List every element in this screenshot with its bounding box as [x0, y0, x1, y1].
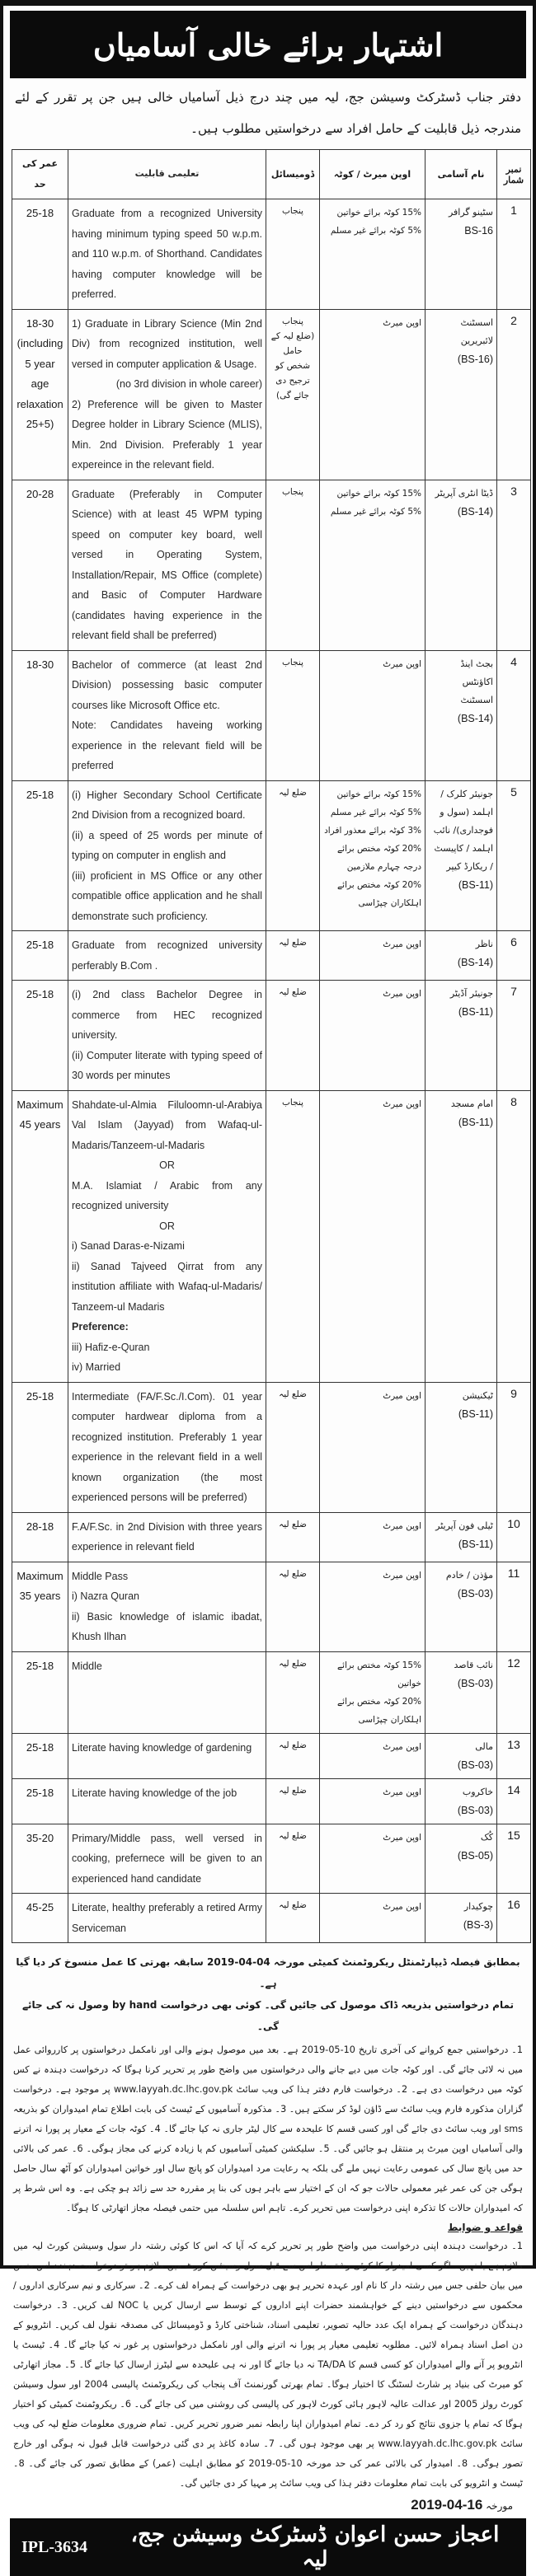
cell-age-limit [12, 650, 68, 780]
header-qualification: تعلیمی قابلیت [68, 150, 266, 199]
qualification-line: M.A. Islamiat / Arabic from any recognized university [72, 1179, 262, 1211]
cell-post [426, 1824, 497, 1894]
domicile-line: شخص کو ترجیح دی [275, 360, 311, 386]
post-name: سٹینو گرافر [448, 207, 493, 218]
age-line: Maximum [16, 1098, 63, 1111]
cell-domicile [266, 1512, 320, 1562]
cell-post [426, 1562, 497, 1651]
cell-qualification [68, 309, 266, 480]
table-row [12, 1651, 531, 1733]
table-row [12, 1382, 531, 1512]
cell-qualification [68, 1382, 266, 1512]
pay-scale: (BS-14) [457, 712, 493, 724]
cell-qualification [68, 480, 266, 650]
pay-scale: (BS-11) [458, 1006, 493, 1018]
post-name: خاکروب [462, 1786, 493, 1797]
top-rule [3, 2, 533, 6]
post-name: ناظر [475, 939, 493, 949]
instructions-paragraph: 1۔ درخواستیں جمع کروانے کی آخری تاریخ 10-05-2019 ہے۔ بعد میں موصول ہونے والی اور نامکمل درخواستوں پر کارروائی عمل میں نہ لائی جائے گی۔ اور کوٹہ جات میں دیے جانے والی درخواستوں میں واضح طور پر تحریر کرنا ہوگا کہ درخواست دہندہ نے کس کوٹہ میں درخواست دی ہے۔ 2۔ درخواست فارم دفتر ہذا کی ویب سائٹ www.layyah.dc.lhc.gov.pk پر موجود ہے۔ درخواست گزاران مذکورہ فارم ویب سائٹ سے ڈاؤن لوڈ کر سکتے ہیں۔ 3۔ مذکورہ آسامیوں کے ٹیسٹ کی بابت اطلاع تمام امیدواران کو بذریعہ sms اور ویب سائٹ دی جائے گی اور کسی قسم کا علیحدہ سے کال لیٹر جاری نہ کیا جائے گا۔ 4۔ کوٹہ جات کے معیار پر پورا نہ اترنے والی آسامیاں اوپن میرٹ پر منتقل ہو جائیں گی۔ 5۔ سلیکشن کمیٹی آسامیوں کم یا زیادہ کرنے کی مجاز ہوگی۔ 6۔ عمر کی بالائی حد میں پانچ سال کی عمومی رعایت نہیں ملے گی بلکہ یہ رعایت مرد امیدواران کو پانچ سال اور خواتین امیدواران کو آٹھ سال حاصل ہوگی جن کی عمر غیر معمولی حالات جو کہ ان کے اختیار سے باہر ہوں کی بنا پر مقررہ حد سے زائد ہو چکی ہے۔ وہ اس شرط پر کہ امیدواران حالات کا تذکرہ اپنی درخواست میں تحریر کرے۔ تاہم اس سلسلہ میں حتمی فیصلہ مجاز اتھارٹی کا ہوگا۔ [13, 2044, 523, 2213]
cell-quota [320, 1733, 426, 1778]
pay-scale: (BS-3) [463, 1919, 493, 1931]
cell-age-limit [12, 1733, 68, 1778]
header-domicile: ڈومیسائل [266, 150, 320, 199]
cell-serial: 12 [497, 1651, 531, 1733]
post-name: ٹیکنیشن [462, 1389, 493, 1401]
age-line: 25-18 [26, 207, 54, 219]
quota-line: 20% کوٹہ مختص برائے اہلکاران چپڑاسی [337, 1696, 421, 1725]
age-line: 25-18 [26, 939, 54, 951]
qualification-line: Graduate from a recognized University having minimum typing speed 50 w.p.m. and 110 w.p.m. of Shorthand. Candidates having computer knowledge will be preferred. [72, 208, 262, 300]
cell-age-limit [12, 1090, 68, 1382]
cell-domicile [266, 1382, 320, 1512]
qualification-line: Graduate from recognized university perferably B.Com . [72, 939, 262, 972]
cell-age-limit [12, 1382, 68, 1512]
age-line: 35 years [19, 1590, 61, 1602]
post-name: کُک [480, 1831, 493, 1843]
age-line: (including [16, 337, 63, 349]
qualification-line: OR [159, 1220, 175, 1232]
cell-serial: 13 [497, 1733, 531, 1778]
cell-age-limit [12, 1894, 68, 1943]
table-header-row [12, 150, 531, 199]
rules-heading: قواعد و ضوابط [447, 2222, 523, 2233]
quota-line: اوپن میرٹ [383, 1520, 421, 1531]
cell-domicile [266, 480, 320, 650]
qualification-line: i) Nazra Quran [72, 1590, 139, 1602]
header-quota: اوپن میرٹ / کوٹہ [320, 150, 426, 199]
cell-quota [320, 1382, 426, 1512]
qualification-line: Shahdate-ul-Almia Filuloomn-ul-Arabiya Val Islam (Jayyad) from Wafaq-ul-Madaris/Tanzeem-ul-Madaris [72, 1098, 262, 1151]
qualification-line: Primary/Middle pass, well versed in cooking, prefernece will be given to an experienced hand candidate [72, 1832, 262, 1885]
qualification-line: Preference: [72, 1321, 129, 1332]
signatory: اعجاز حسن اعوان ڈسٹرکٹ وسیشن جج، لیہ [130, 2522, 500, 2572]
cell-serial: 5 [497, 780, 531, 931]
cell-post [426, 1382, 497, 1512]
age-line: 25-18 [26, 1740, 54, 1754]
domicile-line: ضلع لیہ [279, 987, 307, 997]
age-line: 25-18 [26, 1389, 54, 1403]
age-line: 45-25 [26, 1901, 54, 1913]
cell-qualification [68, 981, 266, 1091]
table-row [12, 981, 531, 1091]
cell-post [426, 650, 497, 780]
cell-age-limit [12, 480, 68, 650]
qualification-line: 1) Graduate in Library Science (Min 2nd Div) from recognized institution, well versed in computer application & Usage. [72, 317, 262, 370]
cell-quota [320, 199, 426, 310]
table-row [12, 1733, 531, 1778]
cell-serial: 15 [497, 1824, 531, 1894]
age-line: 5 year [25, 357, 55, 370]
domicile-line: پنجاب [282, 206, 303, 216]
age-line: 20-28 [26, 487, 54, 500]
qualification-line: Graduate (Preferably in Computer Science) with at least 45 WPM typing speed on computer key board, well versed in Operating System, Installation/Repair, MS Office (complete) and Basic of Computer Hardware (candidates having experience in the relevant field shall be preferred) [72, 488, 262, 641]
cell-serial: 11 [497, 1562, 531, 1651]
cell-quota [320, 1562, 426, 1651]
quota-line: 15% کوٹہ برائے خواتین [336, 208, 421, 218]
table-row [12, 309, 531, 480]
date-line [10, 2494, 526, 2513]
domicile-line: ضلع لیہ [279, 1900, 307, 1910]
pay-scale: (BS-16) [457, 353, 493, 365]
cell-domicile [266, 981, 320, 1091]
age-line: 35-20 [26, 1831, 54, 1844]
ipl-number: IPL-3634 [21, 2537, 87, 2556]
quota-line: اوپن میرٹ [383, 1098, 421, 1109]
vacancies-table [12, 149, 531, 1943]
cell-post [426, 1778, 497, 1824]
domicile-line: پنجاب [282, 657, 303, 667]
cell-serial: 8 [497, 1090, 531, 1382]
cell-domicile [266, 1090, 320, 1382]
quota-line: 3% کوٹہ برائے معذور افراد [324, 825, 421, 836]
qualification-line: (i) 2nd class Bachelor Degree in commerce from HEC recognized university. [72, 989, 262, 1041]
cell-qualification [68, 1894, 266, 1943]
cell-serial: 14 [497, 1778, 531, 1824]
post-name: مؤذن / خادم [445, 1569, 493, 1581]
age-line: 25+5) [26, 418, 54, 430]
qualification-line: iii) Hafiz-e-Quran [72, 1341, 150, 1353]
cell-quota [320, 480, 426, 650]
cell-post [426, 931, 497, 981]
cell-qualification [68, 1733, 266, 1778]
notice-cancellation: بمطابق فیصلہ ڈیپارٹمنٹل ریکروٹمنٹ کمیٹی مورخہ 04-04-2019 سابقہ بھرتی کا عمل منسوخ کر دیا گیا ہے۔ [16, 1956, 520, 1989]
date-value: 16-04-2019 [411, 2497, 483, 2513]
pay-scale: (BS-03) [457, 1759, 493, 1771]
header-age: عمر کی حد [12, 150, 68, 199]
cell-domicile [266, 650, 320, 780]
quota-line: 5% کوٹہ برائے غیر مسلم [330, 226, 421, 236]
cell-age-limit [12, 309, 68, 480]
domicile-line: جائے گی) [276, 390, 309, 400]
cell-post [426, 780, 497, 931]
cell-age-limit [12, 199, 68, 310]
cell-qualification [68, 1512, 266, 1562]
post-name: ڈیٹا انٹری آپریٹر [435, 487, 493, 499]
quota-line: اوپن میرٹ [383, 658, 421, 669]
pay-scale: (BS-03) [457, 1677, 493, 1689]
quota-line: 5% کوٹہ برائے غیر مسلم [330, 506, 421, 517]
cell-domicile [266, 1778, 320, 1824]
cell-post [426, 309, 497, 480]
cell-serial: 7 [497, 981, 531, 1091]
cell-qualification [68, 199, 266, 310]
post-name: جونیئر آڈیٹر [449, 988, 493, 999]
pay-scale: (BS-11) [458, 1538, 493, 1550]
cell-post [426, 1651, 497, 1733]
pay-scale: (BS-11) [458, 878, 493, 891]
cell-age-limit [12, 1651, 68, 1733]
domicile-line: ضلع لیہ [279, 787, 307, 798]
quota-line: 20% کوٹہ مختص برائے درجہ چہارم ملازمین [337, 843, 421, 872]
qualification-line: OR [159, 1159, 175, 1171]
cell-quota [320, 650, 426, 780]
cell-qualification [68, 650, 266, 780]
qualification-line: 2) Preference will be given to Master Degree holder in Library Science (MLIS), Min. 2nd Division. Preferably 1 year expereince in the relevant field. [72, 398, 262, 471]
header-serial: نمبر شمار [497, 150, 531, 199]
post-name: مالی [475, 1740, 493, 1752]
quota-line: اوپن میرٹ [383, 317, 421, 328]
rules-paragraph: 1۔ درخواست دہندہ اپنی درخواست میں واضح طور پر تحریر کرے کہ آیا کہ اس کا کوئی رشتہ دار سول وسیشن کورٹ لیہ میں ملازم ہے یا نہیں۔ اگر کسی امیدوار کا کوئی رشتہ دار اس سے قبل سول وسیشن کورٹ میں ملازم ہو تو درخواست دہندہ اس ضمن میں بیان حلفی جس میں رشتہ دار کا نام اور عہدہ تحریر ہو بھی درخواست کے ہمراہ لف کرے۔ 2۔ سرکاری و نیم سرکاری اداروں / محکموں سے درخواستیں دینے کے خواہشمند حضرات اپنے اداروں کے توسط سے ارسال کریں یا NOC لف کریں۔ 3۔ درخواست دہندگان درخواست کے ہمراہ ایک عدد حالیہ تصویر، تعلیمی اسناد، شناختی کارڈ و ڈومیسائل کی مصدقہ نقول لف کریں۔ انٹرویو کے دن اصل اسناد ہمراہ لائیں۔ مطلوبہ تعلیمی معیار پر پورا نہ اترنے والی اور نامکمل درخواستوں پر غور نہ کیا جائے گا۔ 4۔ ٹیسٹ یا انٹرویو پر آنے والے امیدواران کو کسی قسم کا TA/DA نہ دیا جائے گا اور نہ ہی علیحدہ سے لیٹرز ارسال کیا جائے گا۔ 5۔ مجاز اتھارٹی کو میرٹ کی بنیاد پر شارٹ لسٹنگ کا اختیار ہوگا۔ تمام بھرتی گورنمنٹ آف پنجاب کی ریکروٹمنٹ پالیسی 2004 اور سول وسیشن کورٹ رولز 2005 اور عدالت عالیہ لاہور ہائی کورٹ لاہور کی پالیسی کی روشنی میں کی جائے گی۔ 6۔ ریکروٹمنٹ کمیٹی کو اختیار ہوگا کہ تمام یا جزوی نتائج کو رد کر دے۔ تمام امیدواران اپنا رابطہ نمبر ضرور تحریر کریں۔ تمام ضروری معلومات ضلع لیہ کی ویب سائٹ www.layyah.dc.lhc.gov.pk پر بھی موجود ہوں گی۔ 7۔ سادہ کاغذ پر دی گئی درخواست قابل قبول نہ ہوگی اور خارج تصور ہوگی۔ 8۔ امیدوار کی بالائی عمر کی حد مورخہ 10-05-2019 کو مطابق اہلیت (عمر) کے مطابق تصور کی جائے گی۔ 8۔ ٹیسٹ و انٹرویو کی بابت تمام معلومات دفتر ہذا کی ویب سائٹ پر مہیا کر دی جائیں گی۔ [13, 2241, 524, 2489]
qualification-line: F.A/F.Sc. in 2nd Division with three years experience in relevant field [72, 1520, 262, 1553]
cell-qualification [68, 1651, 266, 1733]
notice-by-post: تمام درخواستیں بذریعہ ڈاک موصول کی جائیں گی۔ کوئی بھی درخواست by hand وصول نہ کی جائے گی۔ [21, 1999, 515, 2032]
quota-line: اوپن میرٹ [383, 1741, 421, 1752]
cell-post [426, 1512, 497, 1562]
age-line: 45 years [19, 1118, 61, 1131]
cell-serial: 6 [497, 931, 531, 981]
pay-scale: (BS-03) [457, 1804, 493, 1816]
qualification-line: (no 3rd division in whole career) [115, 378, 262, 390]
qualification-line: Middle [72, 1660, 102, 1672]
cell-quota [320, 1090, 426, 1382]
table-row [12, 1562, 531, 1651]
domicile-line: ضلع لیہ [279, 1740, 307, 1750]
pay-scale: BS-16 [464, 225, 493, 237]
age-line: 25-18 [26, 788, 54, 801]
table-row [12, 650, 531, 780]
cell-age-limit [12, 931, 68, 981]
domicile-line: ضلع لیہ [279, 938, 307, 948]
domicile-line: ضلع لیہ [279, 1785, 307, 1796]
qualification-line: Intermediate (FA/F.Sc./I.Com). 01 year computer hardwear diploma from a recognized institution. Preferably 1 year experience in the relevant field in a well known organization (the most experienced persons will be preferred) [72, 1390, 262, 1503]
quota-line: اوپن میرٹ [383, 1832, 421, 1843]
age-line: 18-30 [26, 316, 54, 330]
cell-domicile [266, 931, 320, 981]
table-row [12, 1090, 531, 1382]
domicile-line: ضلع لیہ [279, 1519, 307, 1529]
table-row [12, 1824, 531, 1894]
quota-line: 20% کوٹہ مختص برائے اہلکاران چپڑاسی [337, 879, 421, 908]
cell-age-limit [12, 1778, 68, 1824]
cell-post [426, 199, 497, 310]
post-name: نائب قاصد [454, 1659, 493, 1670]
domicile-line: ضلع لیہ [279, 1830, 307, 1841]
qualification-line: (iii) proficient in MS Office or any other compatible office application and he shall demonstrate such proficiency. [72, 869, 262, 922]
qualification-line: Bachelor of commerce (at least 2nd Division) possessing basic computer courses like Microsoft Office etc. [72, 658, 262, 711]
quota-line: اوپن میرٹ [383, 939, 421, 949]
qualification-line: i) Sanad Daras-e-Nizami [72, 1240, 185, 1252]
cell-age-limit [12, 1824, 68, 1894]
qualification-line: Note: Candidates haveing working experience in the relevant field will be preferred [72, 719, 262, 771]
footer-banner [10, 2518, 526, 2576]
domicile-line: ضلع لیہ [279, 1658, 307, 1669]
post-name: امام مسجد [450, 1098, 493, 1109]
quota-line: 15% کوٹہ مختص برائے خواتین [337, 1660, 421, 1688]
post-name: اسسٹنٹ لائبریرین [460, 316, 493, 346]
pay-scale: (BS-14) [457, 505, 493, 518]
post-name: چوکیدار [463, 1901, 493, 1912]
cell-domicile [266, 780, 320, 931]
cell-age-limit [12, 981, 68, 1091]
cell-qualification [68, 1824, 266, 1894]
quota-line: اوپن میرٹ [383, 1570, 421, 1581]
post-name: بجٹ اینڈ اکاؤنٹس اسسٹنٹ [460, 658, 493, 705]
qualification-line: ii) Basic knowledge of islamic ibadat, Khush Ilhan [72, 1610, 262, 1642]
cell-serial: 9 [497, 1382, 531, 1512]
cell-qualification [68, 1090, 266, 1382]
notice-block [10, 1951, 526, 2037]
qualification-line: Literate, healthy preferably a retired Army Serviceman [72, 1902, 262, 1934]
cell-domicile [266, 309, 320, 480]
quota-line: اوپن میرٹ [383, 1390, 421, 1401]
cell-post [426, 1894, 497, 1943]
domicile-line: پنجاب [282, 316, 303, 326]
post-name: ٹیلی فون آپریٹر [435, 1520, 493, 1531]
cell-age-limit [12, 1512, 68, 1562]
pay-scale: (BS-11) [458, 1116, 493, 1128]
date-label: مورخہ [486, 2500, 513, 2512]
quota-line: 15% کوٹہ برائے خواتین [336, 789, 421, 799]
cell-quota [320, 309, 426, 480]
cell-post [426, 1090, 497, 1382]
cell-age-limit [12, 780, 68, 931]
cell-qualification [68, 780, 266, 931]
pay-scale: (BS-03) [457, 1587, 493, 1599]
table-row [12, 480, 531, 650]
age-line: 25-18 [26, 1786, 54, 1799]
post-name: جونیئر کلرک / اہلمد (سول و فوجداری)/ نائب اہلمد / کاپیسٹ / ریکارڈ کیپر [433, 788, 493, 872]
cell-domicile [266, 1733, 320, 1778]
table-row [12, 1512, 531, 1562]
cell-serial: 10 [497, 1512, 531, 1562]
qualification-line: (ii) a speed of 25 words per minute of typing on computer in english and [72, 829, 262, 861]
page-title: اشتہار برائے خالی آسامیاں [92, 26, 444, 63]
pay-scale: (BS-14) [457, 957, 493, 968]
age-line: 18-30 [26, 658, 54, 671]
cell-qualification [68, 931, 266, 981]
qualification-line: Middle Pass [72, 1570, 129, 1582]
cell-quota [320, 1651, 426, 1733]
qualification-line: iv) Married [72, 1361, 121, 1373]
cell-domicile [266, 1562, 320, 1651]
table-row [12, 931, 531, 981]
cell-quota [320, 1824, 426, 1894]
header-post: نام آسامی [426, 150, 497, 199]
cell-quota [320, 931, 426, 981]
title-banner [10, 11, 526, 78]
quota-line: اوپن میرٹ [383, 1787, 421, 1797]
intro-paragraph: دفتر جناب ڈسٹرکٹ وسیشن جج، لیہ میں چند درج ذیل آسامیاں خالی ہیں جن پر تقرر کے لئے مندرجہ ذیل قابلیت کے حامل افراد سے درخواستیں مطلوب ہیں۔ [15, 90, 521, 136]
qualification-line: (i) Higher Secondary School Certificate 2nd Division from a recognized board. [72, 789, 262, 821]
domicile-line: (ضلع لیہ کے حامل [270, 330, 315, 356]
qualification-line: Literate having knowledge of gardening [72, 1741, 252, 1754]
age-line: 28-18 [26, 1520, 54, 1533]
cell-age-limit [12, 1562, 68, 1651]
quota-line: 15% کوٹہ برائے خواتین [336, 488, 421, 499]
cell-qualification [68, 1562, 266, 1651]
cell-quota [320, 1778, 426, 1824]
quota-line: 5% کوٹہ برائے غیر مسلم [330, 807, 421, 817]
cell-quota [320, 780, 426, 931]
cell-post [426, 1733, 497, 1778]
table-body [12, 199, 531, 1943]
cell-serial: 4 [497, 650, 531, 780]
pay-scale: (BS-05) [457, 1849, 493, 1862]
qualification-line: ii) Sanad Tajveed Qirrat from any institution affiliate with Wafaq-ul-Madaris/ Tanzeem-ul Madaris [72, 1260, 262, 1313]
table-row [12, 1894, 531, 1943]
cell-post [426, 480, 497, 650]
cell-domicile [266, 1824, 320, 1894]
cell-serial: 3 [497, 480, 531, 650]
domicile-line: ضلع لیہ [279, 1389, 307, 1399]
quota-line: اوپن میرٹ [383, 1902, 421, 1912]
table-row [12, 1778, 531, 1824]
age-line: Maximum [16, 1569, 63, 1582]
cell-post [426, 981, 497, 1091]
pay-scale: (BS-11) [458, 1407, 493, 1420]
qualification-line: Literate having knowledge of the job [72, 1787, 237, 1799]
cell-serial: 1 [497, 199, 531, 310]
age-line: age [31, 377, 49, 390]
cell-domicile [266, 1894, 320, 1943]
cell-qualification [68, 1778, 266, 1824]
age-line: 25-18 [26, 1659, 54, 1672]
table-row [12, 780, 531, 931]
cell-quota [320, 1894, 426, 1943]
domicile-line: پنجاب [282, 1097, 303, 1108]
cell-quota [320, 1512, 426, 1562]
quota-line: اوپن میرٹ [383, 989, 421, 999]
qualification-line: (ii) Computer literate with typing speed of 30 words per minutes [72, 1049, 262, 1081]
cell-serial: 2 [497, 309, 531, 480]
cell-domicile [266, 1651, 320, 1733]
table-row [12, 199, 531, 310]
age-line: relaxation [16, 397, 63, 410]
cell-serial: 16 [497, 1894, 531, 1943]
domicile-line: پنجاب [282, 486, 303, 497]
cell-quota [320, 981, 426, 1091]
domicile-line: ضلع لیہ [279, 1568, 307, 1579]
cell-domicile [266, 199, 320, 310]
age-line: 25-18 [26, 988, 54, 1000]
